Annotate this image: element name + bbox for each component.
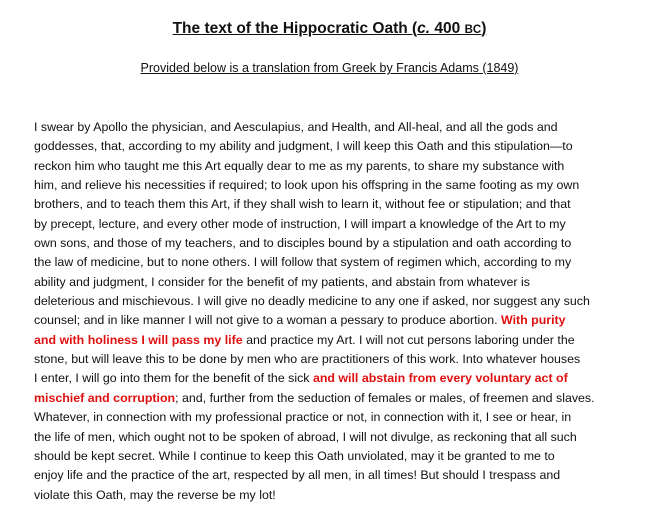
body-line — [34, 273, 634, 292]
body-text-segment: and practice my Art. I will not cut persons laboring under the — [242, 332, 575, 347]
body-line — [34, 311, 634, 330]
oath-body-text[interactable] — [34, 118, 634, 505]
body-line — [34, 195, 634, 214]
body-text-segment: ability and judgment, I consider for the benefit of my patients, and abstain from whatever is — [34, 274, 530, 289]
highlighted-phrase: With purity — [500, 313, 566, 328]
highlighted-phrase: and with holiness I will pass my life — [34, 332, 243, 347]
body-line — [34, 137, 634, 156]
body-text-segment: counsel; and in like manner I will not give to a woman a pessary to produce abortion. — [34, 313, 501, 328]
body-text-segment: violate this Oath, may the reverse be my lot! — [34, 487, 276, 502]
body-line — [34, 331, 634, 350]
subtitle: Provided below is a translation from Greek by Francis Adams (1849) — [140, 61, 519, 75]
body-line — [34, 389, 634, 408]
body-line — [34, 176, 634, 195]
body-text-segment: Whatever, in connection with my professional practice or not, in connection with it, I see or hear, in — [34, 410, 572, 425]
title-close: ) — [481, 20, 487, 37]
body-text-segment: stone, but will leave this to be done by men who are practitioners of this work. Into whatever houses — [34, 352, 581, 367]
title-era: BC — [464, 24, 482, 36]
body-line — [34, 234, 634, 253]
body-text-segment: by precept, lecture, and every other mode of instruction, I will impart a knowledge of the Art to my — [34, 216, 566, 231]
body-text-segment: the life of men, which ought not to be spoken of abroad, I will not divulge, as reckoning that all such — [34, 429, 577, 444]
body-line — [34, 157, 634, 176]
body-text-segment: enjoy life and the practice of the art, respected by all men, in all times! But should I trespass and — [34, 468, 561, 483]
body-line — [34, 447, 634, 466]
body-text-segment: ; and, further from the seduction of females or males, of freemen and slaves. — [175, 390, 595, 405]
body-text-segment: I enter, I will go into them for the benefit of the sick — [34, 371, 313, 386]
body-line — [34, 428, 634, 447]
body-line — [34, 408, 634, 427]
title-text: The text of the Hippocratic Oath ( — [172, 20, 418, 37]
highlighted-phrase: and will abstain from every voluntary act of — [312, 371, 568, 386]
body-line — [34, 369, 634, 388]
title-circa: c. — [417, 20, 431, 37]
body-text-segment: I swear by Apollo the physician, and Aesculapius, and Health, and All-heal, and all the gods and — [34, 120, 558, 134]
body-text-segment: own sons, and those of my teachers, and to disciples bound by a stipulation and oath according to — [34, 236, 572, 251]
title-year: 400 — [430, 20, 465, 37]
body-text-segment: reckon him who taught me this Art equally dear to me as my parents, to share my substance with — [34, 158, 565, 173]
body-line — [34, 118, 634, 137]
page-title — [0, 20, 659, 38]
body-line — [34, 486, 634, 505]
body-text-segment: the law of medicine, but to none others. I will follow that system of regimen which, according to my — [34, 255, 572, 270]
highlighted-phrase: mischief and corruption — [34, 390, 176, 405]
body-text-segment: should be kept secret. While I continue to keep this Oath unviolated, may it be granted to me to — [34, 448, 555, 463]
body-text-segment: brothers, and to teach them this Art, if they shall wish to learn it, without fee or stipulation; and that — [34, 197, 571, 212]
body-line — [34, 466, 634, 485]
body-line — [34, 215, 634, 234]
body-line — [34, 253, 634, 272]
body-text-segment: goddesses, that, according to my ability and judgment, I will keep this Oath and this stipulation—to — [34, 139, 573, 154]
body-text-segment: deleterious and mischievous. I will give no deadly medicine to any one if asked, nor suggest any such — [34, 294, 590, 309]
body-line — [34, 350, 634, 369]
body-text-segment: him, and relieve his necessities if required; to look upon his offspring in the same footing as my own — [34, 178, 580, 193]
body-line — [34, 292, 634, 311]
